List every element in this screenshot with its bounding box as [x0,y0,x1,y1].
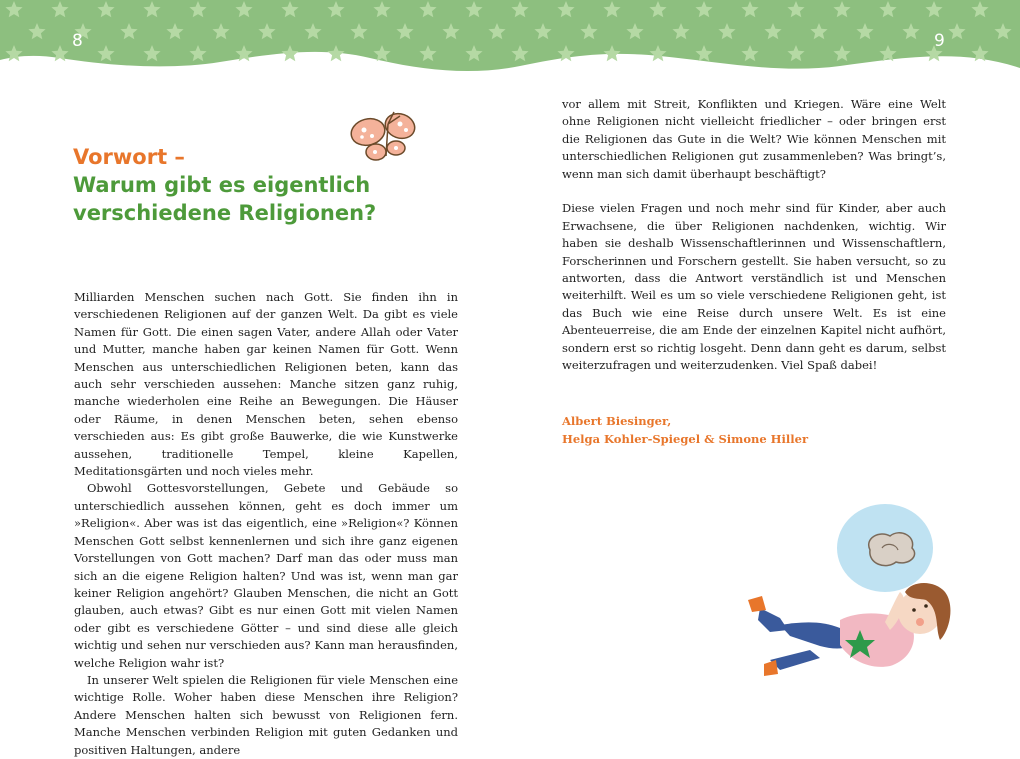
author-credit [562,412,808,448]
page-number-right: 9 [934,31,945,51]
paragraph: Milliarden Menschen suchen nach Gott. Sie finden ihn in verschiedenen Religionen auf der ganzen Welt. Da gibt es viele Namen für Gott. Die einen sagen Vater, andere Allah oder Vater und Mutter, manche haben gar keinen Namen für Gott. Wenn Menschen aus unterschiedlichen Religionen beten, kann das auch sehr verschieden aussehen: Manche sitzen ganz ruhig, manche wiederholen eine Reihe an Bewegungen. Die Häuser oder Räume, in denen Menschen beten, sehen ebenso verschieden aus: Es gibt große Bauwerke, die wie Kunstwerke aussehen, traditionelle Tempel, kleine Kapellen, Meditationsgärten und noch vieles mehr. [74,290,458,479]
butterfly-icon [348,106,418,166]
paragraph: Obwohl Gottesvorstellungen, Gebete und Gebäude so unterschiedlich aussehen können, geht es doch immer um »Religion«. Aber was ist das eigentlich, eine »Religion«? Können Menschen Gott selbst kennenlernen und sich ihre ganz eigenen Vorstellungen von Gott machen? Darf man das oder muss man sich an die eigene Religion halten? Und was ist, wenn man gar keiner Religion angehört? Glauben Menschen, die nicht an Gott glauben, auch etwas? Gibt es nur einen Gott mit vielen Namen oder gibt es verschiedene Götter – und sind diese alle gleich wichtig und sehen nur verschieden aus? Kann man herausfinden, welche Religion wahr ist? [74,481,458,670]
page-number-left: 8 [72,31,83,51]
right-column-text [562,96,946,374]
paragraph: vor allem mit Streit, Konflikten und Kriegen. Wäre eine Welt ohne Religionen nicht vielleicht friedlicher – oder bringen erst die Religionen das Gute in die Welt? Wie können Menschen mit unterschiedlichen Religionen gut zusammenleben? Was bringt’s, wenn man sich damit überhaupt beschäftigt? [562,97,946,181]
chapter-heading [73,143,376,227]
author-line-1: Albert Biesinger, [562,414,672,428]
header-banner [0,0,1020,90]
heading-line-3: verschiedene Religionen? [73,201,377,225]
heading-line-2: Warum gibt es eigentlich [73,173,371,197]
child-illustration [740,500,955,685]
paragraph: Diese vielen Fragen und noch mehr sind für Kinder, aber auch Erwachsene, die über Religionen nachdenken, wichtig. Wir haben sie deshalb Wissenschaftlerinnen und Wissenschaftlern, Forscherinnen und Forschern gestellt. Sie haben versucht, so zu antworten, dass die Antwort verständlich ist und Menschen weiterhilft. Weil es um so viele verschiedene Religionen geht, ist das Buch wie eine Reise durch unsere Welt. Es ist eine Abenteuerreise, die am Ende der einzelnen Kapitel nicht aufhört, sondern erst so richtig losgeht. Denn dann geht es darum, selbst weiterzufragen und weiterzudenken. Viel Spaß dabei! [562,201,946,373]
paragraph: In unserer Welt spielen die Religionen für viele Menschen eine wichtige Rolle. Woher haben diese Menschen ihre Religion? Andere Menschen halten sich bewusst von Religionen fern. Manche Menschen verbinden Religion mit guten Gedanken und positiven Haltungen, andere [74,672,458,757]
left-column-text [74,289,458,759]
author-line-2: Helga Kohler-Spiegel & Simone Hiller [562,432,809,446]
heading-line-1: Vorwort – [73,145,185,169]
